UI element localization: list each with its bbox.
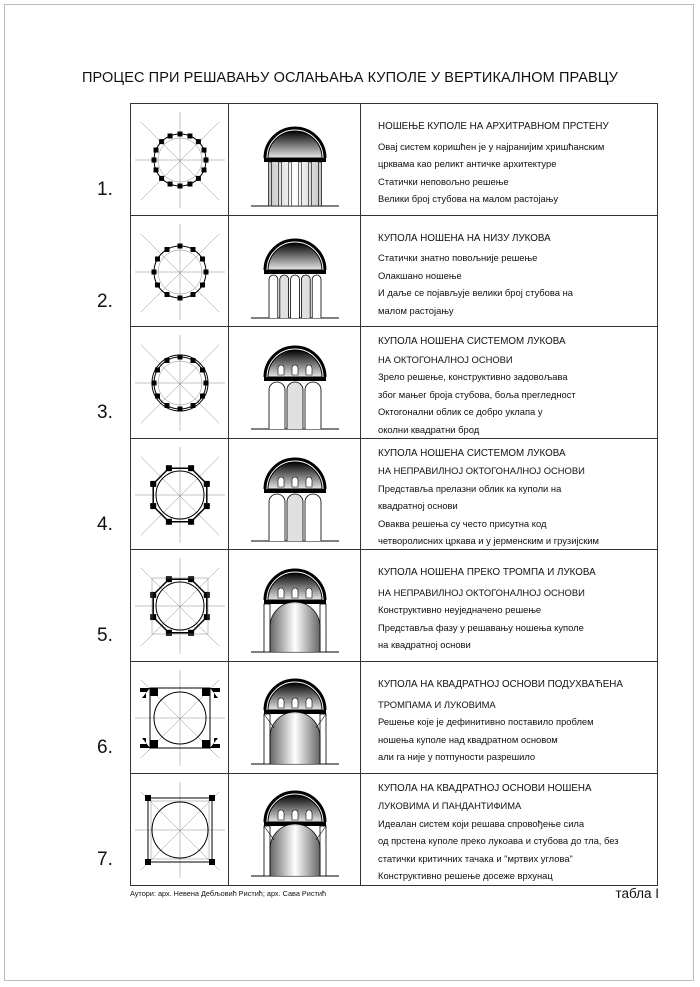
description-text — [378, 564, 653, 654]
description-text — [378, 118, 653, 208]
row-line: ТРОМПАМА И ЛУКОВИМА — [378, 698, 496, 710]
section-drawing — [231, 776, 359, 882]
row-heading: КУПОЛА НА КВАДРАТНОЈ ОСНОВИ ПОДУХВАЋЕНА — [378, 679, 623, 690]
table-row — [131, 327, 657, 439]
row-line: Статички неповољно решење — [378, 175, 509, 187]
plan-drawing — [133, 664, 227, 770]
row-line: Октогонални облик се добро уклапа у — [378, 406, 543, 418]
row-heading: КУПОЛА НОШЕНА НА НИЗУ ЛУКОВА — [378, 232, 551, 244]
plan-drawing — [133, 106, 227, 212]
dome-support-table — [130, 103, 658, 886]
row-line: ЛУКОВИМА И ПАНДАНТИФИМА — [378, 800, 522, 812]
row-line: ношења куполе над квадратном основом — [378, 733, 558, 745]
row-line: од прстена куполе преко лукоава и стубова до тла, без — [378, 835, 619, 847]
table-row — [131, 439, 657, 551]
row-line: Идеалан систем који решава спровођење сила — [378, 817, 585, 829]
page-title: ПРОЦЕС ПРИ РЕШАВАЊУ ОСЛАЊАЊА КУПОЛЕ У ВЕРТИКАЛНОМ ПРАВЦУ — [82, 70, 618, 86]
table-row — [131, 216, 657, 328]
row-line: квадратној основи — [378, 500, 458, 512]
authors-note: Аутори: арх. Невена Дебљовић Ристић; арх. Сава Ристић — [130, 889, 326, 898]
row-line: Зрело решење, конструктивно задовољава — [378, 371, 568, 383]
row-line: Решење које је дефинитивно поставило проблем — [378, 716, 594, 727]
table-row — [131, 104, 657, 216]
row-heading: КУПОЛА НА КВАДРАТНОЈ ОСНОВИ НОШЕНА — [378, 782, 592, 794]
row-line: четворолисних цркава и у јерменским и грузијским — [378, 535, 599, 547]
plan-drawing — [133, 552, 227, 658]
row-number: 7. — [97, 848, 113, 870]
section-drawing — [231, 441, 359, 547]
row-heading: КУПОЛА НОШЕНА ПРЕКО ТРОМПА И ЛУКОВА — [378, 567, 596, 579]
description-text — [378, 780, 653, 885]
section-drawing — [231, 329, 359, 435]
row-line: Велики број стубова на малом растојању — [378, 193, 559, 204]
row-line: на квадратној основи — [378, 639, 471, 651]
row-heading: КУПОЛА НОШЕНА СИСТЕМОМ ЛУКОВА — [378, 447, 566, 459]
row-number: 5. — [97, 625, 113, 647]
row-line: Представља фазу у решавању ношења куполе — [378, 621, 584, 633]
row-line: НА ОКТОГОНАЛНОЈ ОСНОВИ — [378, 353, 513, 365]
row-number: 1. — [97, 179, 113, 200]
row-heading: НОШЕЊЕ КУПОЛЕ НА АРХИТРАВНОМ ПРСТЕНУ — [378, 121, 609, 132]
row-line: статички критичних тачака и "мртвих углова" — [378, 852, 573, 864]
table-row — [131, 550, 657, 662]
row-line: Олакшано ношење — [378, 269, 462, 281]
row-line: због мањег броја стубова, боља прегледност — [378, 388, 576, 400]
section-drawing — [231, 552, 359, 658]
section-drawing — [231, 664, 359, 770]
plan-drawing — [133, 441, 227, 547]
description-text — [378, 445, 653, 550]
row-line: НА НЕПРАВИЛНОЈ ОКТОГОНАЛНОЈ ОСНОВИ — [378, 586, 585, 598]
plan-drawing — [133, 776, 227, 882]
row-number: 4. — [97, 513, 113, 535]
row-line: Конструктивно неуједначено решење — [378, 604, 542, 616]
sheet-label: табла I — [615, 886, 659, 901]
row-line: Представља прелазни облик ка куполи на — [378, 482, 562, 494]
table-row — [131, 774, 657, 886]
row-number: 2. — [97, 290, 113, 312]
plan-drawing — [133, 218, 227, 324]
row-number: 3. — [97, 402, 113, 424]
row-number: 6. — [97, 737, 113, 758]
row-line: црквама као реликт античке архитектуре — [378, 158, 557, 169]
row-line: И даље се појављује велики број стубова на — [378, 287, 573, 299]
row-line: али га није у потпуности разрешило — [378, 751, 536, 762]
description-text — [378, 333, 653, 438]
row-line: Статички знатно повољније решење — [378, 252, 538, 264]
table-row — [131, 662, 657, 774]
description-text — [378, 676, 653, 766]
row-line: малом растојању — [378, 304, 454, 316]
row-line: околни квадратни брод — [378, 423, 480, 435]
description-text — [378, 230, 653, 320]
row-line: НА НЕПРАВИЛНОЈ ОКТОГОНАЛНОЈ ОСНОВИ — [378, 465, 585, 477]
row-line: Конструктивно решење досеже врхунац — [378, 870, 553, 882]
section-drawing — [231, 218, 359, 324]
row-heading: КУПОЛА НОШЕНА СИСТЕМОМ ЛУКОВА — [378, 336, 566, 348]
row-line: Овај систем коришћен је у најранијим хришћанским — [378, 140, 605, 152]
section-drawing — [231, 106, 359, 212]
row-line: Оваква решења су често присутна код — [378, 517, 547, 529]
plan-drawing — [133, 329, 227, 435]
